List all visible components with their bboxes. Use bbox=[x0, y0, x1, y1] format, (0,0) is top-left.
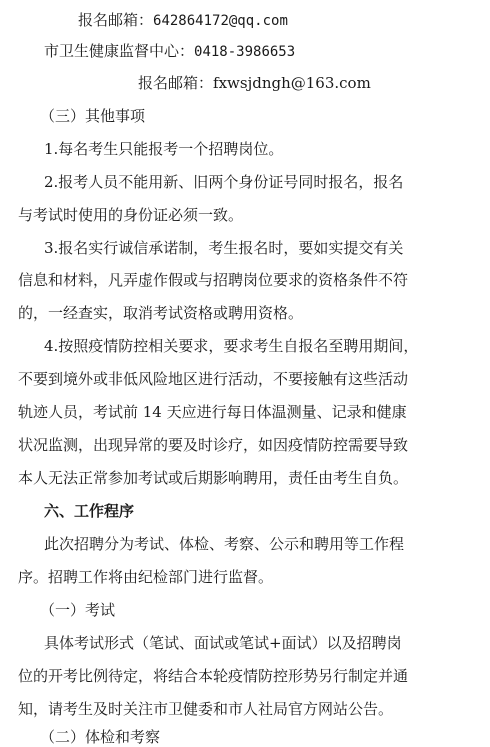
other-item-4-line-4: 状况监测，出现异常的要及时诊疗，如因疫情防控需要导致 bbox=[18, 436, 409, 454]
contact-value: 642864172@qq.com bbox=[153, 13, 288, 29]
section-other-title: （三）其他事项 bbox=[40, 107, 146, 125]
section-six-intro-line-2: 序。招聘工作将由纪检部门进行监督。 bbox=[18, 568, 274, 586]
other-item-4-line-5: 本人无法正常参加考试或后期影响聘用，责任由考生自负。 bbox=[18, 469, 409, 487]
other-item-3-line-2: 信息和材料，凡弄虚作假或与招聘岗位要求的资格条件不符 bbox=[18, 271, 409, 289]
sub2-title: （二）体检和考察 bbox=[40, 728, 161, 746]
other-item-4-line-1: 4.按照疫情防控相关要求，要求考生自报名至聘用期间， bbox=[44, 337, 419, 355]
section-six-intro-line-1: 此次招聘分为考试、体检、考察、公示和聘用等工作程 bbox=[44, 535, 405, 553]
other-item-2-line-2: 与考试时使用的身份证必须一致。 bbox=[18, 206, 244, 224]
section-six-title: 六、工作程序 bbox=[44, 502, 135, 520]
other-item-2-line-1: 2.报考人员不能用新、旧两个身份证号同时报名，报名 bbox=[44, 173, 404, 191]
other-item-4-line-2: 不要到境外或非低风险地区进行活动，不要接触有这些活动 bbox=[18, 370, 409, 388]
sub1-body-line-3: 知，请考生及时关注市卫健委和市人社局官方网站公告。 bbox=[18, 700, 394, 718]
sub1-title: （一）考试 bbox=[40, 601, 116, 619]
contact-label: 报名邮箱： bbox=[138, 74, 214, 92]
sub1-body-line-1: 具体考试形式（笔试、面试或笔试+面试）以及招聘岗 bbox=[44, 634, 402, 652]
other-item-1-line-1: 1.每名考生只能报考一个招聘岗位。 bbox=[44, 140, 284, 158]
contact-line-email-2 bbox=[138, 73, 371, 93]
other-item-3-line-1: 3.报名实行诚信承诺制，考生报名时，要如实提交有关 bbox=[44, 239, 404, 257]
other-item-3-line-3: 的，一经查实，取消考试资格或聘用资格。 bbox=[18, 304, 304, 322]
sub1-body-line-2: 位的开考比例待定，将结合本轮疫情防控形势另行制定并通 bbox=[18, 667, 409, 685]
contact-value: fxwsjdngh@163.com bbox=[213, 74, 371, 92]
contact-line-phone bbox=[44, 41, 295, 62]
contact-label: 报名邮箱： bbox=[78, 11, 154, 29]
contact-line-email-1 bbox=[78, 10, 288, 31]
contact-value: 0418-3986653 bbox=[194, 44, 296, 60]
contact-label: 市卫生健康监督中心： bbox=[44, 42, 195, 60]
other-item-4-line-3: 轨迹人员，考试前 14 天应进行每日体温测量、记录和健康 bbox=[18, 403, 407, 421]
